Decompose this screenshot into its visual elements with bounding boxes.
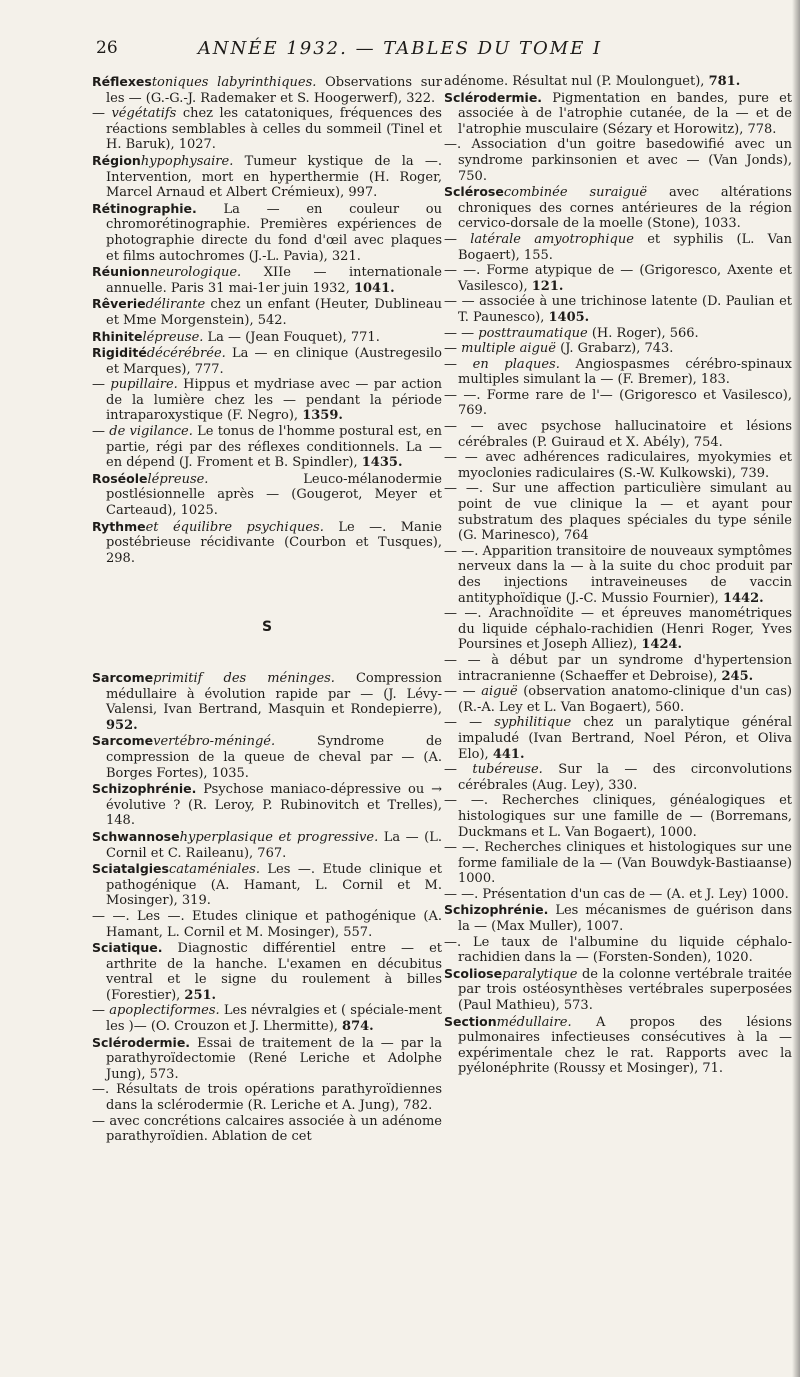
entry-text: Le tonus de l'homme postural est, en partie, régi par des réflexes conditionnels. La — en dépend (J. Froment et B. Spindler), [106, 424, 442, 471]
index-entry [92, 909, 442, 940]
entry-text: (observation anatomo-clinique d'un cas) (R.-A. Ley et L. Van Bogaert), [458, 684, 793, 715]
index-entry [444, 137, 792, 184]
entry-qualifier: — de vigilance. [92, 424, 193, 440]
entry-text: Diagnostic différentiel entre — et arthrite de la hanche. L'examen en décubitus ventral et le signe du roulement à billes (Forestier), [106, 941, 442, 1003]
entry-text: — — avec adhérences radiculaires, myokymies et myoclonies radiculaires (S.-W. Kulkowski), [444, 450, 792, 481]
entry-text: — — associée à une trichinose latente (D. Paulian et T. Paunesco), [444, 294, 792, 325]
entry-heading: Rêverie [92, 296, 146, 312]
entry-page: 148. [106, 813, 135, 829]
entry-qualifier: — tubéreuse. [444, 762, 543, 778]
index-entry [92, 861, 442, 909]
entry-page: 1007. [586, 919, 624, 935]
entry-text: Compression médullaire à évolution rapide par — (J. Lévy-Valensi, Ivan Bertrand, Masquin et Rondepierre), [106, 671, 442, 718]
entry-page: 298. [106, 550, 135, 566]
entry-heading: Réflexes [92, 74, 152, 89]
index-entry [444, 966, 792, 1014]
entry-heading: Roséole [92, 470, 148, 486]
entry-text: Essai de traitement de la — par la parathyroïdectomie (René Leriche et Adolphe Jung), [106, 1035, 442, 1082]
entry-heading: Rythme [92, 518, 146, 534]
running-title: ANNÉE 1932. — TABLES DU TOME I [197, 38, 603, 59]
entry-text: de la colonne vertébrale traitée par trois ostéosynthèses vertébrales superposées (Paul Mathieu), [458, 966, 792, 1014]
entry-text: (J. Grabarz), [555, 341, 645, 357]
index-entry [444, 902, 792, 934]
entry-text: Syndrome de compression de la queue de cheval par — (A. Borges Fortes), [106, 734, 442, 781]
entry-text: La — en couleur ou chromorétinographie. Premières expériences de photographie directe du fond d'œil avec plaques et films autochromes (J.-L. Pavia), [106, 201, 442, 264]
entry-heading: Sciatique. [92, 940, 163, 956]
entry-page: 1000. [659, 824, 697, 840]
index-entry [92, 1114, 442, 1145]
entry-text: Les névralgies et ( spéciale-ment les )— (O. Crouzon et J. Lhermitte), [106, 1003, 443, 1035]
entry-page: 1000. [458, 871, 496, 887]
entry-text: — —. Présentation d'un cas de — (A. et J. Ley) [444, 886, 752, 902]
index-entry [444, 544, 792, 606]
index-entry [444, 715, 792, 762]
entry-page: 739. [740, 465, 770, 481]
entry-text: et syphilis (L. Van Bogaert), [458, 231, 792, 263]
index-entry [444, 184, 792, 232]
entry-page: 1035. [211, 765, 249, 781]
entry-qualifier: médullaire. [496, 1014, 572, 1030]
index-entry [92, 471, 442, 519]
index-entry [92, 424, 442, 471]
index-entry [444, 74, 792, 90]
entry-page: 155. [523, 247, 553, 263]
index-entry [444, 326, 792, 342]
index-entry [444, 793, 792, 840]
entry-page: 1020. [715, 950, 753, 966]
right-column [444, 74, 792, 1077]
index-entry [444, 653, 792, 684]
entry-page-ref: 1435. [361, 455, 403, 471]
page-number: 26 [96, 38, 118, 58]
entry-page: 1027. [178, 137, 216, 153]
entry-text: Tumeur kystique de la —. Intervention, mort en hyperthermie (H. Roger, Marcel Arnaud et Albert Crémieux), [106, 153, 442, 201]
index-entry [444, 232, 792, 263]
entry-heading: Sciatalgies [92, 861, 169, 877]
index-entry [92, 329, 442, 346]
entry-page-ref: 1359. [302, 408, 343, 424]
entry-page: 566. [669, 325, 699, 341]
index-entry [444, 481, 792, 543]
entry-page: 542. [257, 312, 287, 328]
entry-qualifier: vertébro-méningé. [153, 734, 276, 750]
entry-qualifier: — latérale amyotrophique [444, 231, 634, 247]
entry-page: 777. [194, 361, 224, 377]
index-entry [444, 294, 792, 325]
entry-qualifier: toniques labyrinthiques. [151, 75, 317, 90]
entry-page: 743. [644, 341, 674, 357]
entry-qualifier: lépreuse. [142, 329, 204, 345]
entry-heading: Section [444, 1013, 497, 1029]
index-entry [92, 74, 442, 106]
entry-qualifier: neurologique. [149, 265, 242, 281]
entry-page: 764 [563, 528, 589, 544]
entry-page: 319. [181, 893, 211, 909]
entry-text: — —. Forme rare de l'— (Grigoresco et Vasilesco), [444, 387, 792, 403]
entry-text: chez un paralytique général impaludé (Ivan Bertrand, Noel Péron, et Oliva Elo), [458, 715, 793, 762]
entry-page-ref: 952. [106, 717, 138, 733]
entry-text: — —. Sur une affection particulière simulant au point de vue clinique la — et ayant pour substratum des plaques spéciales du type sénile (G. Marinesco), [444, 481, 792, 544]
entry-qualifier: combinée suraiguë [503, 185, 648, 201]
entry-page: 769. [458, 403, 487, 419]
entry-page: 1033. [703, 216, 741, 232]
entry-qualifier: — apoplectiformes. [92, 1003, 220, 1019]
entry-page-ref: 251. [184, 987, 217, 1003]
entry-text: chez un enfant (Heuter, Dublineau et Mme Morgenstein), [106, 297, 442, 328]
entry-text: Psychose maniaco-dépressive ou → évolutive ? (R. Leroy, P. Rubinovitch et Trelles), [106, 782, 442, 813]
entry-qualifier: — — syphilitique [444, 715, 572, 731]
entry-page: 771. [350, 329, 380, 345]
entry-page: 767. [257, 845, 287, 861]
page-edge-shadow [792, 0, 800, 1377]
entry-heading: Sclérose [444, 184, 504, 200]
entry-page-ref: 1405. [548, 309, 590, 325]
entry-page-ref: 1442. [722, 590, 764, 606]
entry-text: Hippus et mydriase avec — par action de la lumière chez les — pendant la période intraparoxystique (F. Negro), [106, 377, 442, 424]
index-entry [444, 357, 792, 388]
index-entry [92, 1035, 442, 1083]
index-entry [92, 733, 442, 781]
index-entry [444, 1014, 792, 1077]
entry-page: 560. [655, 699, 685, 715]
index-entry [444, 840, 792, 887]
entry-heading: Schwannose [92, 828, 180, 844]
entry-page: 997. [348, 185, 378, 201]
entry-text: La — (Jean Fouquet), [203, 329, 351, 345]
entry-page: 322. [406, 90, 436, 106]
entry-text: La — en clinique (Austregesilo et Marques), [106, 346, 442, 377]
entry-page: 557. [343, 924, 373, 940]
entry-qualifier: paralytique [502, 966, 578, 982]
entry-page-ref: 1424. [641, 637, 683, 653]
entry-qualifier: — — posttraumatique [444, 325, 588, 341]
entry-qualifier: lépreuse. [147, 471, 209, 487]
entry-heading: Rhinite [92, 328, 143, 344]
entry-heading: Région [92, 152, 141, 168]
entry-heading: Rétinographie. [92, 200, 197, 216]
entry-qualifier: — en plaques. [444, 356, 560, 372]
entry-page: 1000. [751, 886, 789, 902]
entry-qualifier: cataméniales. [168, 862, 260, 878]
entry-heading: Schizophrénie. [444, 902, 549, 918]
entry-text: chez les catatoniques, fréquences des réactions semblables à celles du sommeil (Tinel et H. Baruk), [106, 106, 442, 153]
index-entry [444, 450, 792, 481]
entry-page: 573. [563, 998, 593, 1014]
entry-page: 71. [702, 1061, 724, 1077]
entry-page: 754. [693, 434, 723, 450]
index-entry [444, 935, 792, 966]
entry-qualifier: hypophysaire. [140, 153, 234, 169]
index-entry [444, 341, 792, 357]
index-entry [92, 264, 442, 296]
entry-page: 782. [403, 1098, 433, 1114]
entry-heading: Rigidité [92, 345, 147, 361]
entry-qualifier: et équilibre psychiques. [145, 519, 324, 535]
entry-qualifier: — végétatifs [92, 106, 177, 122]
index-entry [92, 940, 442, 1003]
entry-page: 573. [149, 1066, 179, 1082]
entry-text: Les —. Etude clinique et pathogénique (A. Hamant, L. Cornil et M. Mosinger), [106, 862, 442, 909]
entry-text: Observations sur les — (G.-G.-J. Rademaker et S. Hoogerwerf), [106, 75, 442, 106]
entry-text: A propos des lésions pulmonaires infectieuses consécutives à la — expérimentale chez le rat. Rapports avec la pyélonéphrite (Roussy et Mosinger), [458, 1014, 792, 1077]
left-column [92, 74, 442, 1145]
entry-text: — — à début par un syndrome d'hypertension intracranienne (Schaeffer et Debroise), [444, 652, 792, 684]
index-entry [444, 606, 792, 653]
entry-text: —. Résultats de trois opérations parathyroïdiennes dans la sclérodermie (R. Leriche et A. Jung), [92, 1082, 442, 1114]
index-entry [92, 106, 442, 153]
index-entry [92, 201, 442, 264]
entry-heading: Sarcome [92, 733, 154, 749]
entry-page: 321. [331, 248, 361, 264]
entry-text: — —. Arachnoïdite — et épreuves manométriques du liquide céphalo-rachidien (Henri Roger, Yves Poursines et Joseph Alliez), [444, 606, 792, 653]
entry-text: XIIe — internationale annuelle. Paris 31 mai-1er juin 1932, [106, 265, 442, 296]
entry-text: Sur la — des circonvolutions cérébrales (Aug. Ley), [458, 762, 792, 793]
index-entry [92, 1003, 442, 1034]
index-entry [444, 684, 792, 715]
index-entry [92, 519, 442, 567]
index-entry [92, 1082, 442, 1113]
entry-text: Angiospasmes cérébro-spinaux multiples simulant la — (F. Bremer), [458, 356, 792, 388]
index-entry [444, 263, 792, 294]
entry-page: 778. [747, 121, 777, 137]
entry-text: adénome. Résultat nul (P. Moulonguet), [444, 74, 709, 89]
entry-text: (H. Roger), [587, 325, 670, 341]
entry-heading: Sclérodermie. [92, 1034, 191, 1050]
entry-page: 183. [700, 372, 730, 388]
entry-heading: Schizophrénie. [92, 781, 197, 797]
entry-text: —. Association d'un goitre basedowifié avec un syndrome parkinsonien et avec — (Van Jonds), [444, 137, 792, 168]
index-entry [444, 762, 792, 793]
index-entry [92, 670, 442, 733]
entry-qualifier: décérébrée. [146, 346, 226, 362]
entry-text: — —. Les —. Etudes clinique et pathogénique (A. Hamant, L. Cornil et M. Mosinger), [92, 908, 442, 940]
page-header [0, 38, 800, 68]
index-entry [444, 887, 792, 903]
entry-text: —. Le taux de l'albumine du liquide céphalo-rachidien dans la — (Forsten-Sonden), [444, 934, 792, 966]
index-entry [92, 377, 442, 424]
entry-page: 330. [608, 777, 638, 793]
entry-text: Les mécanismes de guérison dans la — (Max Muller), [458, 903, 792, 935]
entry-page-ref: 441. [492, 746, 525, 762]
index-entry [92, 829, 442, 861]
entry-text: — avec concrétions calcaires associée à un adénome parathyroïdien. Ablation de cet [92, 1113, 442, 1145]
entry-page: 750. [458, 168, 487, 184]
entry-text: avec altérations chroniques des cornes antérieures de la région cervico-dorsale de la moelle (Stone), [458, 185, 792, 232]
entry-qualifier: primitif des méninges. [153, 671, 335, 686]
entry-heading: Sarcome [92, 670, 154, 685]
entry-qualifier: hyperplasique et progressive. [179, 829, 379, 845]
index-entry [444, 388, 792, 419]
index-entry [92, 153, 442, 201]
index-entry [444, 90, 792, 138]
entry-page-ref: 1041. [353, 280, 395, 296]
entry-qualifier: — multiple aiguë [444, 341, 556, 357]
entry-page: 1025. [180, 503, 218, 519]
entry-heading: Réunion [92, 264, 150, 280]
index-entry [444, 419, 792, 450]
entry-qualifier: délirante [145, 297, 206, 313]
entry-page-ref: 121. [531, 278, 564, 294]
entry-text: — —. Recherches cliniques, généalogiques et histologiques sur une famille de — (Borremans, Duckmans et L. Van Bogaert), [444, 793, 792, 840]
index-entry [92, 345, 442, 377]
entry-text: Pigmentation en bandes, pure et associée à de l'atrophie cutanée, de la — et de l'atrophie musculaire (Sézary et Horowitz), [458, 90, 792, 137]
index-entry [92, 781, 442, 829]
entry-text: — —. Apparition transitoire de nouveaux symptômes nerveux dans la — à la suite du choc produit par des injections intraveineuses de vaccin antityphoïdique (J.-C. Mussio Fournier), [444, 543, 792, 606]
index-entry [92, 296, 442, 328]
entry-text: — — avec psychose hallucinatoire et lésions cérébrales (P. Guiraud et X. Abély), [444, 419, 792, 450]
entry-page-ref: 781. [708, 74, 741, 89]
entry-heading: Sclérodermie. [444, 89, 543, 105]
entry-text: — —. Recherches cliniques et histologiques sur une forme familiale de la — (Van Bouwdyk-Bastiaanse) [444, 840, 792, 871]
entry-qualifier: — — aiguë [444, 684, 518, 700]
entry-heading: Scoliose [444, 965, 503, 981]
entry-page-ref: 874. [342, 1019, 374, 1035]
entry-text: La — (L. Cornil et C. Raileanu), [106, 829, 442, 861]
section-heading: S [261, 619, 273, 636]
entry-page-ref: 245. [721, 668, 754, 684]
entry-text: Le —. Manie postébrieuse récidivante (Courbon et Tusques), [106, 519, 442, 551]
entry-text: Leuco-mélanodermie postlésionnelle après — (Gougerot, Meyer et Carteaud), [106, 471, 442, 519]
entry-text: — —. Forme atypique de — (Grigoresco, Axente et Vasilesco), [444, 263, 792, 294]
entry-qualifier: — pupillaire. [92, 377, 178, 393]
